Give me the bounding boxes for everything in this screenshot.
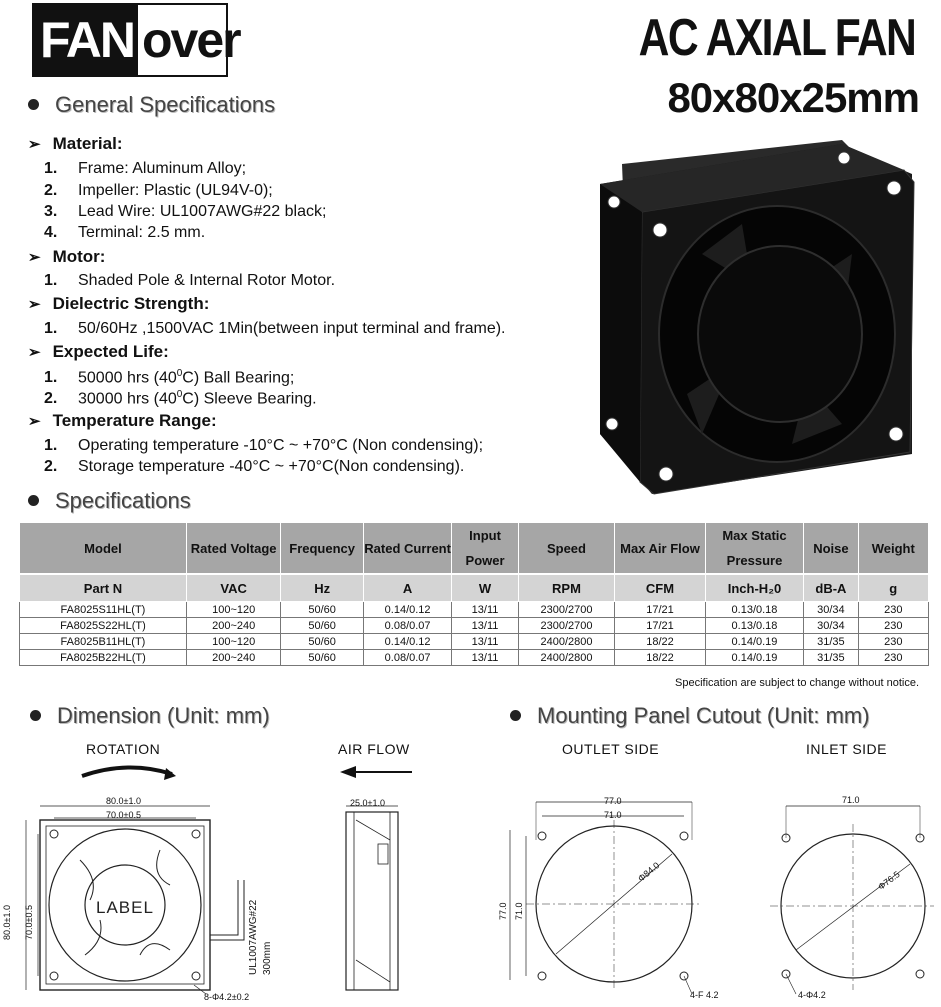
table-cell: 0.14/0.19	[705, 634, 804, 650]
table-cell: 230	[858, 618, 928, 634]
logo-part-2: over	[142, 12, 240, 68]
table-cell: 0.13/0.18	[705, 602, 804, 618]
table-cell: FA8025B22HL(T)	[20, 650, 187, 666]
unit-header: g	[858, 574, 928, 602]
column-header: Rated Voltage	[186, 523, 281, 575]
table-cell: 18/22	[615, 650, 705, 666]
list-item: 1. 50000 hrs $(40^0C)$ Ball Bearing;	[44, 368, 295, 387]
mounting-cutout-drawing	[496, 780, 936, 1004]
table-cell: 230	[858, 602, 928, 618]
group-title: Temperature Range:	[52, 411, 217, 430]
table-cell: 13/11	[452, 602, 518, 618]
bullet-icon	[510, 710, 521, 721]
dim-80-height: 80.0±1.0	[2, 905, 12, 940]
arrow-icon: ➢	[28, 296, 41, 313]
table-cell: 2400/2800	[518, 634, 615, 650]
unit-header: CFM	[615, 574, 705, 602]
outlet-dim-71-vertical: 71.0	[514, 902, 524, 920]
outlet-dim-71: 71.0	[604, 810, 622, 820]
table-cell: FA8025B11HL(T)	[20, 634, 187, 650]
specs-heading-text: Specifications	[55, 488, 191, 513]
table-cell: 0.14/0.19	[705, 650, 804, 666]
dim-70-width: 70.0±0.5	[106, 810, 141, 820]
table-row	[20, 602, 929, 618]
list-item: 2. Impeller: Plastic (UL94V-0);	[44, 182, 273, 199]
inlet-dim-71: 71.0	[842, 795, 860, 805]
list-item: 1. Operating temperature -10°C ~ +70°C (Non condensing);	[44, 437, 484, 454]
specs-heading	[28, 488, 191, 514]
table-unit-row	[20, 574, 929, 602]
table-cell: 31/35	[804, 650, 858, 666]
hole-spec: 8-Φ4.2±0.2	[204, 992, 250, 1002]
dimension-heading-text: Dimension (Unit: mm)	[57, 703, 270, 728]
table-cell: 50/60	[281, 634, 363, 650]
motor-group	[28, 247, 105, 267]
dim-70-height: 70.0±0.5	[24, 905, 34, 940]
spec-note: Specification are subject to change without notice.	[675, 677, 919, 689]
table-cell: 13/11	[452, 618, 518, 634]
fan-label-text: LABEL	[96, 898, 154, 917]
logo-part-1: FAN	[34, 5, 138, 75]
fan-product-image	[592, 134, 922, 500]
wire-length: 300mm	[262, 941, 273, 975]
group-title: Motor:	[52, 247, 106, 266]
table-cell: 2400/2800	[518, 650, 615, 666]
unit-header: VAC	[186, 574, 281, 602]
dimension-heading	[30, 703, 270, 729]
table-cell: 30/34	[804, 602, 858, 618]
column-header: Speed	[518, 523, 615, 575]
bullet-icon	[30, 710, 41, 721]
general-specs-heading	[28, 92, 275, 118]
unit-header: A	[363, 574, 451, 602]
column-header: Weight	[858, 523, 928, 575]
unit-header: W	[452, 574, 518, 602]
inlet-diameter: Φ76.5	[876, 869, 902, 892]
airflow-label: AIR FLOW	[338, 741, 410, 757]
table-cell: 0.08/0.07	[363, 618, 451, 634]
inlet-side-label: INLET SIDE	[806, 741, 887, 757]
arrow-icon: ➢	[28, 413, 41, 430]
product-title: AC AXIAL FAN	[638, 9, 915, 67]
wire-spec: UL1007AWG#22	[248, 899, 259, 975]
group-title: Material:	[52, 134, 123, 153]
column-header: Frequency	[281, 523, 363, 575]
table-cell: FA8025S11HL(T)	[20, 602, 187, 618]
general-specs-heading-text: General Specifications	[55, 92, 276, 117]
table-cell: 17/21	[615, 602, 705, 618]
table-cell: 230	[858, 650, 928, 666]
table-cell: 0.08/0.07	[363, 650, 451, 666]
group-title: Dielectric Strength:	[52, 294, 210, 313]
list-item: 4. Terminal: 2.5 mm.	[44, 224, 206, 241]
table-cell: 0.14/0.12	[363, 634, 451, 650]
dielectric-group	[28, 294, 209, 314]
column-header: Noise	[804, 523, 858, 575]
mounting-heading-text: Mounting Panel Cutout (Unit: mm)	[537, 703, 870, 728]
outlet-diameter: Φ84.0	[636, 860, 662, 884]
table-cell: 230	[858, 634, 928, 650]
column-header: Model	[20, 523, 187, 575]
unit-header: Hz	[281, 574, 363, 602]
table-row	[20, 634, 929, 650]
outlet-hole-spec: 4-F 4.2	[690, 990, 719, 1000]
temperature-group	[28, 411, 217, 431]
column-header: Input Power	[452, 523, 518, 575]
outlet-dim-77-vertical: 77.0	[498, 902, 508, 920]
dim-80-width: 80.0±1.0	[106, 796, 141, 806]
table-cell: FA8025S22HL(T)	[20, 618, 187, 634]
unit-header: dB-A	[804, 574, 858, 602]
column-header: Max Static Pressure	[705, 523, 804, 575]
table-cell: 2300/2700	[518, 602, 615, 618]
dimension-drawing	[10, 760, 430, 1004]
arrow-icon: ➢	[28, 344, 41, 361]
table-row	[20, 650, 929, 666]
table-cell: 50/60	[281, 650, 363, 666]
unit-header: RPM	[518, 574, 615, 602]
table-row	[20, 618, 929, 634]
table-cell: 50/60	[281, 602, 363, 618]
table-cell: 13/11	[452, 634, 518, 650]
inlet-hole-spec: 4-Φ4.2	[798, 990, 826, 1000]
table-cell: 17/21	[615, 618, 705, 634]
table-cell: 50/60	[281, 618, 363, 634]
table-cell: 200~240	[186, 650, 281, 666]
unit-header: Part N	[20, 574, 187, 602]
list-item: 2. 30000 hrs $(40^0C)$ Sleeve Bearing.	[44, 389, 317, 408]
mounting-heading	[510, 703, 870, 729]
table-cell: 100~120	[186, 602, 281, 618]
arrow-icon: ➢	[28, 136, 41, 153]
spec-table	[19, 522, 929, 666]
table-cell: 18/22	[615, 634, 705, 650]
rotation-arrow-icon	[82, 767, 172, 776]
table-cell: 100~120	[186, 634, 281, 650]
table-cell: 0.13/0.18	[705, 618, 804, 634]
table-header-row	[20, 523, 929, 575]
column-header: Rated Current	[363, 523, 451, 575]
table-cell: 2300/2700	[518, 618, 615, 634]
table-cell: 200~240	[186, 618, 281, 634]
expected-life-group	[28, 342, 169, 362]
table-cell: 30/34	[804, 618, 858, 634]
outlet-side-label: OUTLET SIDE	[562, 741, 660, 757]
rotation-label: ROTATION	[86, 741, 161, 757]
group-title: Expected Life:	[52, 342, 169, 361]
dim-25-depth: 25.0±1.0	[350, 798, 385, 808]
unit-header: Inch-H₂0	[705, 574, 804, 602]
product-size: 80x80x25mm	[667, 74, 919, 121]
outlet-dim-77: 77.0	[604, 796, 622, 806]
brand-logo	[32, 3, 240, 77]
table-cell: 31/35	[804, 634, 858, 650]
bullet-icon	[28, 495, 39, 506]
list-item: 3. Lead Wire: UL1007AWG#22 black;	[44, 203, 327, 220]
list-item: 1. 50/60Hz ,1500VAC 1Min(between input terminal and frame).	[44, 320, 506, 337]
table-cell: 13/11	[452, 650, 518, 666]
list-item: 1. Frame: Aluminum Alloy;	[44, 160, 247, 177]
column-header: Max Air Flow	[615, 523, 705, 575]
bullet-icon	[28, 99, 39, 110]
list-item: 1. Shaded Pole & Internal Rotor Motor.	[44, 272, 336, 289]
table-cell: 0.14/0.12	[363, 602, 451, 618]
list-item: 2. Storage temperature -40°C ~ +70°C(Non condensing).	[44, 458, 465, 475]
arrow-icon: ➢	[28, 249, 41, 266]
material-group	[28, 134, 123, 154]
